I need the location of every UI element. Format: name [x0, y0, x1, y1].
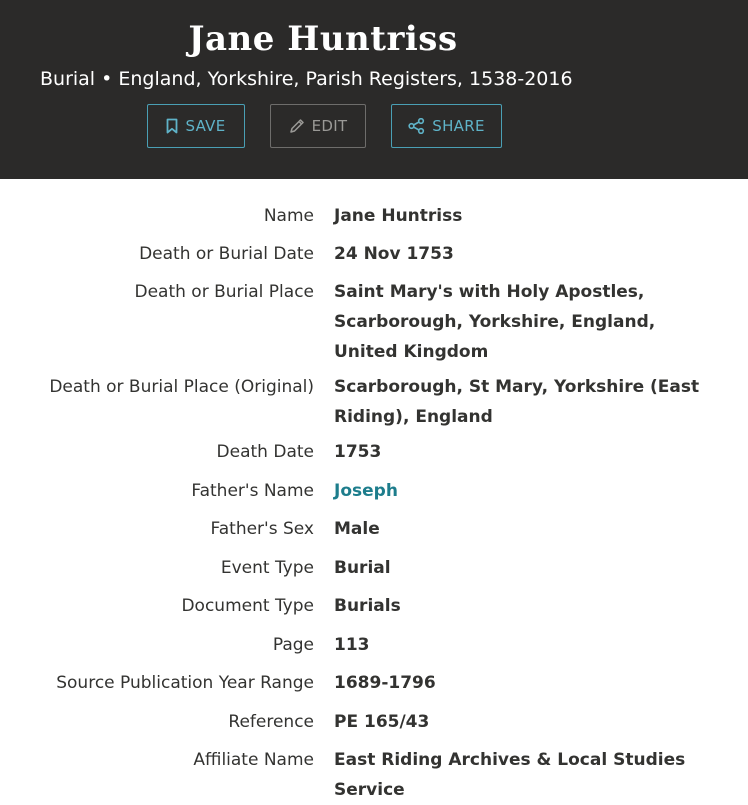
- share-button[interactable]: [391, 104, 502, 148]
- field-label: Reference: [228, 712, 314, 732]
- field-value: Jane Huntriss: [334, 206, 463, 226]
- pencil-icon: [289, 118, 305, 134]
- save-button-label: SAVE: [185, 117, 226, 135]
- field-value: Burial: [334, 558, 391, 578]
- bookmark-icon: [166, 118, 178, 134]
- field-label: Father's Sex: [210, 519, 314, 539]
- field-label: Affiliate Name: [193, 750, 314, 770]
- field-value: 24 Nov 1753: [334, 244, 454, 264]
- field-label: Death or Burial Place (Original): [49, 377, 314, 397]
- field-label: Source Publication Year Range: [56, 673, 314, 693]
- share-button-label: SHARE: [432, 117, 485, 135]
- field-value: 113: [334, 635, 370, 655]
- field-label: Event Type: [220, 558, 314, 578]
- record-subtitle: Burial • England, Yorkshire, Parish Registers, 1538-2016: [40, 68, 573, 90]
- field-value: 1689-1796: [334, 673, 436, 693]
- fathers-name-link[interactable]: Joseph: [334, 481, 398, 501]
- edit-button-label: EDIT: [311, 117, 348, 135]
- field-value: East Riding Archives & Local Studies Service: [334, 750, 686, 800]
- record-header: [0, 0, 748, 179]
- field-value: Burials: [334, 596, 401, 616]
- field-label: Death or Burial Place: [134, 282, 314, 302]
- page-title: Jane Huntriss: [188, 19, 458, 59]
- share-icon: [408, 118, 425, 134]
- field-value: 1753: [334, 442, 382, 462]
- field-label: Name: [263, 206, 314, 226]
- edit-button[interactable]: [270, 104, 366, 148]
- field-value: Male: [334, 519, 380, 539]
- field-label: Document Type: [181, 596, 314, 616]
- save-button[interactable]: [147, 104, 245, 148]
- field-value: Scarborough, St Mary, Yorkshire (East Riding), England: [334, 377, 700, 427]
- field-value: Saint Mary's with Holy Apostles, Scarborough, Yorkshire, England, United Kingdom: [334, 282, 656, 362]
- field-label: Death or Burial Date: [139, 244, 314, 264]
- field-value: PE 165/43: [334, 712, 430, 732]
- field-label: Father's Name: [191, 481, 314, 501]
- field-label: Page: [272, 635, 314, 655]
- field-label: Death Date: [216, 442, 314, 462]
